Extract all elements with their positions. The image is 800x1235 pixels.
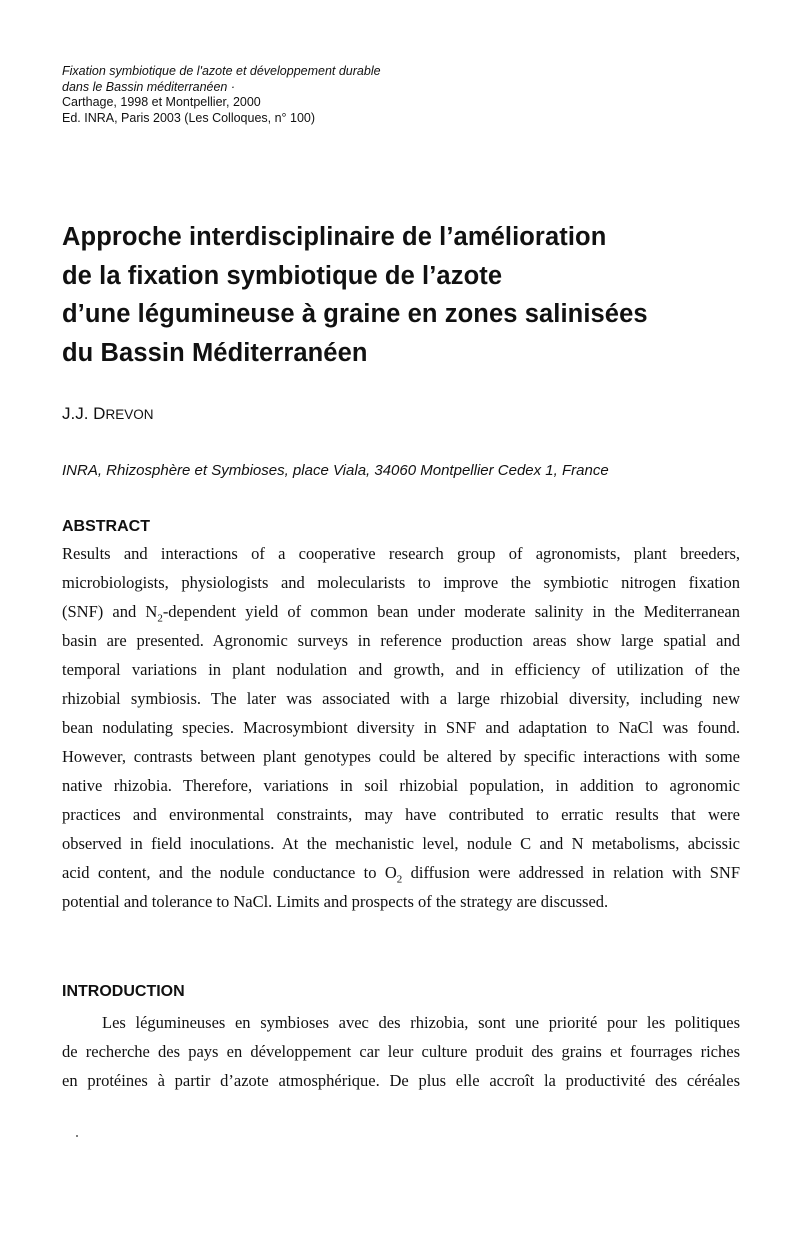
abstract-line: (SNF) and $N_2$-dependent yield of common bean under moderate salinity in the Mediterranean bbox=[62, 602, 740, 625]
abstract-line: native rhizobia. Therefore, variations in soil rhizobial population, in addition to agronomic bbox=[62, 776, 740, 795]
abstract-line: However, contrasts between plant genotypes could be altered by specific interactions with some bbox=[62, 747, 740, 766]
abstract-line: temporal variations in plant nodulation and growth, and in efficiency of utilization of the bbox=[62, 660, 740, 679]
abstract-line: rhizobial symbiosis. The later was associated with a large rhizobial diversity, including new bbox=[62, 689, 740, 708]
abstract-line: observed in field inoculations. At the mechanistic level, nodule C and N metabolisms, abcissic bbox=[62, 834, 740, 853]
introduction-line: en protéines à partir d’azote atmosphérique. De plus elle accroît la productivité des céréales bbox=[62, 1071, 740, 1090]
abstract-body bbox=[62, 539, 740, 916]
title-line: du Bassin Méditerranéen bbox=[62, 338, 368, 367]
title-line: d’une légumineuse à graine en zones salinisées bbox=[62, 300, 648, 328]
introduction-line: Les légumineuses en symbioses avec des rhizobia, sont une priorité pour les politiques bbox=[102, 1013, 740, 1032]
title-line: de la fixation symbiotique de l’azote bbox=[62, 261, 503, 290]
header-publisher: Ed. INRA, Paris 2003 (Les Colloques, n° 100) bbox=[62, 110, 316, 125]
title-line: Approche interdisciplinaire de l’amélioration bbox=[62, 223, 607, 251]
introduction-heading: INTRODUCTION bbox=[62, 983, 185, 1000]
abstract-line: practices and environmental constraints, may have contributed to erratic results that were bbox=[62, 805, 740, 824]
abstract-heading: ABSTRACT bbox=[62, 518, 150, 535]
abstract-line: bean nodulating species. Macrosymbiont diversity in SNF and adaptation to NaCl was found. bbox=[62, 718, 740, 737]
author-surname: REVON bbox=[105, 407, 154, 422]
header-series-title: Fixation symbiotique de l'azote et développement durable bbox=[62, 64, 381, 78]
introduction-line: de recherche des pays en développement car leur culture produit des grains et fourrages riches bbox=[62, 1042, 740, 1061]
abstract-line: acid content, and the nodule conductance to $O_2$ diffusion were addressed in relation with SNF bbox=[62, 863, 740, 886]
author-name bbox=[62, 404, 153, 425]
abstract-line: potential and tolerance to NaCl. Limits and prospects of the strategy are discussed. bbox=[62, 892, 609, 911]
publication-header bbox=[62, 64, 742, 126]
author-initials: J.J. D bbox=[62, 404, 106, 423]
introduction-body bbox=[62, 1008, 740, 1095]
abstract-line: Results and interactions of a cooperative research group of agronomists, plant breeders, bbox=[62, 544, 740, 563]
abstract-line: microbiologists, physiologists and molecularists to improve the symbiotic nitrogen fixation bbox=[62, 573, 740, 592]
header-series-subtitle: dans le Bassin méditerranéen · bbox=[62, 79, 236, 94]
scan-speck bbox=[76, 1135, 78, 1137]
paper-title bbox=[62, 218, 762, 372]
author-affiliation: INRA, Rhizosphère et Symbioses, place Viala, 34060 Montpellier Cedex 1, France bbox=[62, 462, 609, 479]
header-conference-venue: Carthage, 1998 et Montpellier, 2000 bbox=[62, 95, 261, 109]
abstract-line: basin are presented. Agronomic surveys in reference production areas show large spatial and bbox=[62, 631, 740, 650]
